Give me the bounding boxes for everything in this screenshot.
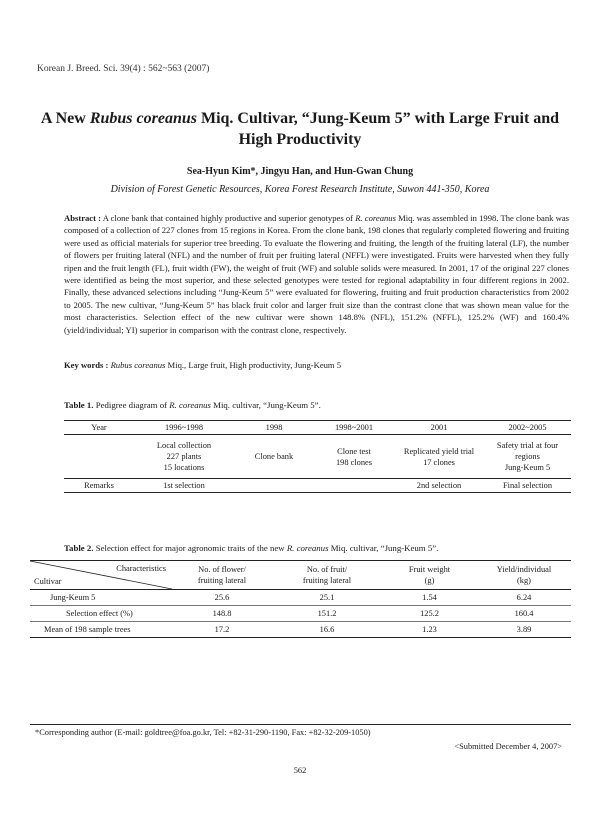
table-header-cell: 2001 xyxy=(394,421,484,435)
table-cell xyxy=(314,479,394,493)
header-line: (kg) xyxy=(517,576,531,585)
table1-caption-suffix: Miq. cultivar, “Jung-Keum 5”. xyxy=(213,400,321,410)
cell-line: 17 clones xyxy=(423,457,455,467)
abstract-label: Abstract : xyxy=(64,213,102,223)
header-line: fruiting lateral xyxy=(302,576,352,585)
table-header-cell: 2002~2005 xyxy=(484,421,571,435)
title-suffix: Miq. Cultivar, “Jung-Keum 5” with Large Fruit and High Productivity xyxy=(196,110,560,148)
table-header-row xyxy=(64,421,571,435)
table-cell: 25.6 xyxy=(172,590,272,606)
table-header-cell: 1998 xyxy=(234,421,314,435)
table-cell xyxy=(234,435,314,479)
table-cell: 6.24 xyxy=(477,590,571,606)
table-header-cell: Year xyxy=(64,421,134,435)
abstract-species: R. coreanus xyxy=(355,213,396,223)
diagonal-header xyxy=(30,561,172,589)
table1-caption-species: R. coreanus xyxy=(169,400,211,410)
table2-caption-label: Table 2. xyxy=(64,543,94,553)
title-prefix: A New xyxy=(40,110,90,127)
table-cell xyxy=(394,435,484,479)
page-number: 562 xyxy=(293,766,307,775)
table-cell xyxy=(314,435,394,479)
selection-effect-table xyxy=(30,560,571,638)
cell-line: Clone bank xyxy=(254,452,294,461)
cell-line: Clone test xyxy=(337,446,371,456)
table-header-cell: 1998~2001 xyxy=(314,421,394,435)
keywords-species: Rubus coreanus xyxy=(110,360,166,370)
header-line: fruiting lateral xyxy=(197,576,247,585)
keywords-label: Key words : xyxy=(64,360,109,370)
affiliation: Division of Forest Genetic Resources, Korea Forest Research Institute, Suwon 441-350, Korea xyxy=(110,184,490,195)
paper-title xyxy=(30,108,570,150)
table-header-cell xyxy=(477,561,571,590)
table-header-cell xyxy=(272,561,382,590)
table-cell xyxy=(64,435,134,479)
table-cell: 1.23 xyxy=(422,625,437,634)
table-cell: 17.2 xyxy=(214,625,230,634)
table-cell: 1st selection xyxy=(134,479,234,493)
table-row xyxy=(64,435,571,479)
table-cell: 125.2 xyxy=(382,606,477,622)
table-cell: Jung-Keum 5 xyxy=(30,590,172,606)
table-cell: 25.1 xyxy=(272,590,382,606)
pedigree-table xyxy=(64,420,571,493)
table-cell: Remarks xyxy=(64,479,134,493)
table2-caption-suffix: Miq. cultivar, “Jung-Keum 5”. xyxy=(330,543,439,553)
keywords-rest: Miq., Large fruit, High productivity, Jung-Keum 5 xyxy=(167,360,342,370)
cell-line: regions xyxy=(515,452,540,461)
journal-citation: Korean J. Breed. Sci. 39(4) : 562~563 (2007) xyxy=(37,64,210,74)
table-cell: 148.8 xyxy=(172,606,272,622)
table-cell: Mean of 198 sample trees xyxy=(44,625,131,634)
table-cell xyxy=(234,479,314,493)
table2-caption-text: Selection effect for major agronomic traits of the new xyxy=(95,543,285,553)
corner-label-cultivar: Cultivar xyxy=(34,577,62,586)
table-cell xyxy=(134,435,234,479)
header-line: Fruit weight xyxy=(408,565,451,574)
abstract-text-1: A clone bank that contained highly productive and superior genotypes of xyxy=(102,213,354,223)
table-cell: 151.2 xyxy=(272,606,382,622)
table-row xyxy=(30,606,571,622)
footnote-divider xyxy=(30,724,571,725)
cell-line: Safety trial at four xyxy=(496,441,559,450)
abstract xyxy=(64,212,569,336)
table-cell: 16.6 xyxy=(319,625,335,634)
header-line: (g) xyxy=(424,576,435,585)
table-cell xyxy=(484,435,571,479)
remarks-row xyxy=(64,479,571,493)
corner-label-characteristics: Characteristics xyxy=(116,564,166,573)
header-line: No. of fruit/ xyxy=(306,565,348,574)
cell-line: Local collection xyxy=(156,441,212,450)
cell-line: 227 plants xyxy=(166,452,202,461)
corresponding-author-note: *Corresponding author (E-mail: goldtree@foa.go.kr, Tel: +82-31-290-1190, Fax: +82-32-209-1050) xyxy=(35,728,371,737)
header-line: Yield/individual xyxy=(496,565,552,574)
cell-line: Jung-Keum 5 xyxy=(504,463,551,472)
table-cell: Selection effect (%) xyxy=(30,606,172,622)
author-list: Sea-Hyun Kim*, Jingyu Han, and Hun-Gwan Chung xyxy=(186,166,414,177)
table-cell: Final selection xyxy=(484,479,571,493)
table2-caption xyxy=(64,543,438,553)
cell-line: Replicated yield trial xyxy=(403,446,475,456)
table-row xyxy=(30,590,571,606)
submission-date: <Submitted December 4, 2007> xyxy=(454,742,562,751)
keywords xyxy=(64,360,569,370)
header-line: No. of flower/ xyxy=(198,565,246,574)
table-header-corner xyxy=(30,561,172,590)
title-species: Rubus coreanus xyxy=(89,110,197,127)
table-row xyxy=(30,622,571,638)
table-cell: 160.4 xyxy=(477,606,571,622)
table-cell: 1.54 xyxy=(382,590,477,606)
table-cell: 2nd selection xyxy=(394,479,484,493)
table-header-cell xyxy=(172,561,272,590)
table-header-row xyxy=(30,561,571,590)
cell-line: 198 clones xyxy=(335,457,373,467)
table1-caption-text: Pedigree diagram of xyxy=(95,400,168,410)
cell-line: 15 locations xyxy=(163,463,205,472)
abstract-text-2: Miq. was assembled in 1998. The clone bank was composed of a collection of 227 clones from 15 regions in Korea. From the clone bank, 198 clones that regularly completed flowering and fruiting were used as official materials for superior tree breeding. To evaluate the flowering and fruiting, the length of the fruiting lateral (LF), the number of flowers per fruiting lateral (NFL) and the number of fruit per fruiting lateral (NFFL) were investigated. Fruits were harvested when they fully ripen and the fruit length (FL), fruit width (FW), the weight of fruit (WF) and soluble solids were measured. In 2001, 17 of the original 227 clones were identified as being the most superior, and these selected genotypes were tested for regional adaptability in four different regions in 2002. Finally, these advanced selections including “Jung-Keum 5” were evaluated for flowering, fruiting and fruit production characteristics from 2002 to 2005. The new cultivar, “Jung-Keum 5” has black fruit color and larger fruit size than the contrast clone that was shown mean value for the most characteristics. Selection effect of the new cultivar were shown 148.8% (NFL), 151.2% (NFFL), 125.2% (WF) and 160.4% (yield/individual; YI) superior in comparison with the contrast clone, respectively. xyxy=(64,213,570,335)
table1-caption-label: Table 1. xyxy=(64,400,94,410)
table-header-cell xyxy=(382,561,477,590)
table-header-cell: 1996~1998 xyxy=(134,421,234,435)
table-cell: 3.89 xyxy=(516,625,532,634)
table2-caption-species: R. coreanus xyxy=(286,543,329,553)
table1-caption xyxy=(64,400,321,410)
